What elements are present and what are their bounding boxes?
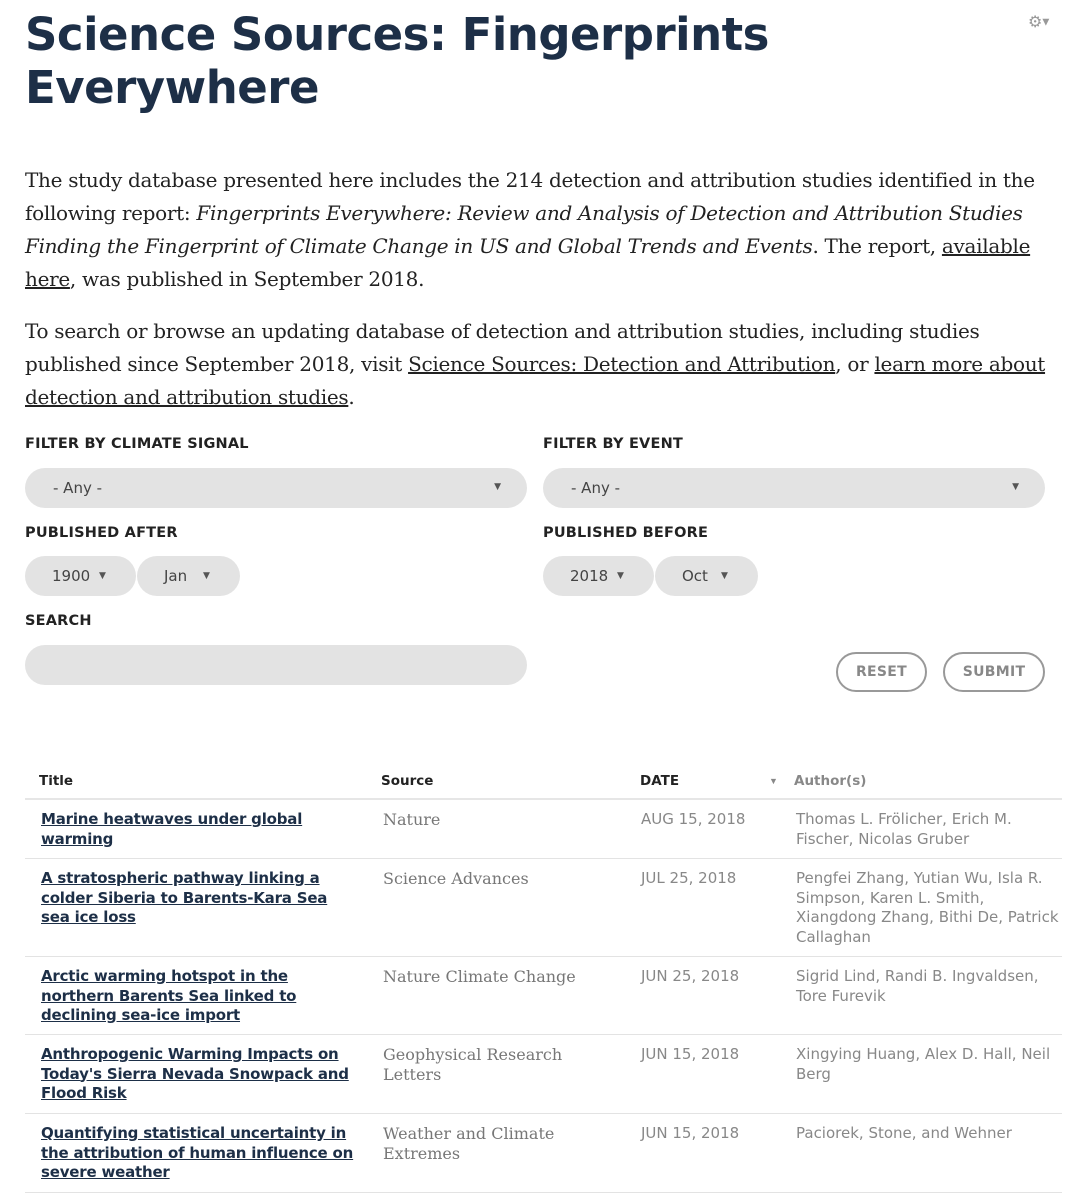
chevron-down-icon: ▼: [1042, 17, 1050, 28]
settings-menu-button[interactable]: [1028, 12, 1049, 31]
before-month-select[interactable]: [655, 556, 758, 596]
learn-more-link[interactable]: learn more about detection and attribution studies: [25, 352, 1046, 409]
search-input[interactable]: [25, 645, 527, 685]
column-header-authors[interactable]: Author(s): [794, 773, 867, 789]
intro-text: , or: [835, 352, 875, 376]
climate-signal-select[interactable]: [25, 468, 527, 508]
intro-paragraph-1: [25, 164, 1065, 296]
published-after-label: PUBLISHED AFTER: [25, 525, 178, 541]
sort-descending-icon[interactable]: ▼: [769, 776, 778, 786]
event-label: FILTER BY EVENT: [543, 436, 684, 452]
after-month-select[interactable]: [137, 556, 240, 596]
column-header-date[interactable]: DATE: [640, 773, 680, 789]
intro-text: . The report,: [812, 234, 942, 258]
chevron-down-icon: ▼: [721, 571, 728, 581]
report-title: Fingerprints Everywhere: Review and Analysis of Detection and Attribution Studies Finding the Fingerprint of Climate Change in US and Global Trends and Events: [25, 201, 1023, 258]
climate-signal-value: - Any -: [53, 479, 103, 497]
intro-text: To search or browse an updating database of detection and attribution studies, including studies published since September 2018, visit: [25, 319, 980, 376]
study-authors: Xingying Huang, Alex D. Hall, Neil Berg: [796, 1045, 1051, 1083]
published-before-label: PUBLISHED BEFORE: [543, 525, 709, 541]
detection-attribution-link[interactable]: Science Sources: Detection and Attribution: [408, 352, 836, 376]
before-year-select[interactable]: [543, 556, 654, 596]
column-header-source[interactable]: Source: [381, 773, 434, 789]
study-title-link[interactable]: Arctic warming hotspot in the northern Barents Sea linked to declining sea-ice import: [41, 967, 297, 1024]
submit-button[interactable]: SUBMIT: [943, 652, 1045, 692]
chevron-down-icon: ▼: [99, 571, 106, 581]
row-divider: [25, 1034, 1062, 1035]
search-label: SEARCH: [25, 613, 92, 629]
event-select[interactable]: [543, 468, 1045, 508]
after-year-select[interactable]: [25, 556, 136, 596]
study-title-link[interactable]: Marine heatwaves under global warming: [41, 810, 303, 848]
intro-paragraph-2: [25, 315, 1065, 414]
report-link[interactable]: available here: [25, 234, 1031, 291]
study-source: Nature Climate Change: [383, 967, 576, 986]
study-authors: Paciorek, Stone, and Wehner: [796, 1124, 1012, 1142]
study-date: JUN 15, 2018: [641, 1124, 740, 1142]
column-header-title[interactable]: Title: [39, 773, 74, 789]
gear-icon: ⚙: [1028, 12, 1043, 31]
study-source: Nature: [383, 810, 441, 829]
study-authors: Sigrid Lind, Randi B. Ingvaldsen, Tore Furevik: [796, 967, 1039, 1005]
study-title-link[interactable]: Anthropogenic Warming Impacts on Today's Sierra Nevada Snowpack and Flood Risk: [41, 1045, 349, 1102]
row-divider: [25, 1192, 1062, 1193]
row-divider: [25, 858, 1062, 859]
study-title-link[interactable]: A stratospheric pathway linking a colder Siberia to Barents-Kara Sea sea ice loss: [41, 869, 328, 926]
chevron-down-icon: ▼: [617, 571, 624, 581]
row-divider: [25, 956, 1062, 957]
event-value: - Any -: [571, 479, 621, 497]
study-date: JUL 25, 2018: [641, 869, 737, 887]
reset-button[interactable]: RESET: [836, 652, 927, 692]
before-month-value: Oct: [682, 567, 708, 585]
chevron-down-icon: ▼: [494, 482, 501, 492]
study-source: Science Advances: [383, 869, 529, 888]
study-authors: Pengfei Zhang, Yutian Wu, Isla R. Simpson, Karen L. Smith, Xiangdong Zhang, Bithi De, Patrick Callaghan: [796, 869, 1059, 946]
intro-text: .: [348, 385, 355, 409]
study-source: Geophysical Research Letters: [383, 1045, 563, 1084]
table-header-divider: [25, 798, 1062, 800]
chevron-down-icon: ▼: [1012, 482, 1019, 492]
study-title-link[interactable]: Quantifying statistical uncertainty in the attribution of human influence on severe weather: [41, 1124, 354, 1181]
study-source: Weather and Climate Extremes: [383, 1124, 555, 1163]
row-divider: [25, 1113, 1062, 1114]
intro-text: The study database presented here includes the 214 detection and attribution studies identified in the following report:: [25, 168, 1035, 225]
before-year-value: 2018: [570, 567, 609, 585]
after-year-value: 1900: [52, 567, 91, 585]
page-title: Science Sources: Fingerprints Everywhere: [25, 8, 769, 114]
climate-signal-label: FILTER BY CLIMATE SIGNAL: [25, 436, 249, 452]
intro-text: , was published in September 2018.: [69, 267, 425, 291]
study-authors: Thomas L. Frölicher, Erich M. Fischer, Nicolas Gruber: [796, 810, 1012, 848]
after-month-value: Jan: [164, 567, 188, 585]
study-date: AUG 15, 2018: [641, 810, 746, 828]
study-date: JUN 25, 2018: [641, 967, 740, 985]
study-date: JUN 15, 2018: [641, 1045, 740, 1063]
chevron-down-icon: ▼: [203, 571, 210, 581]
